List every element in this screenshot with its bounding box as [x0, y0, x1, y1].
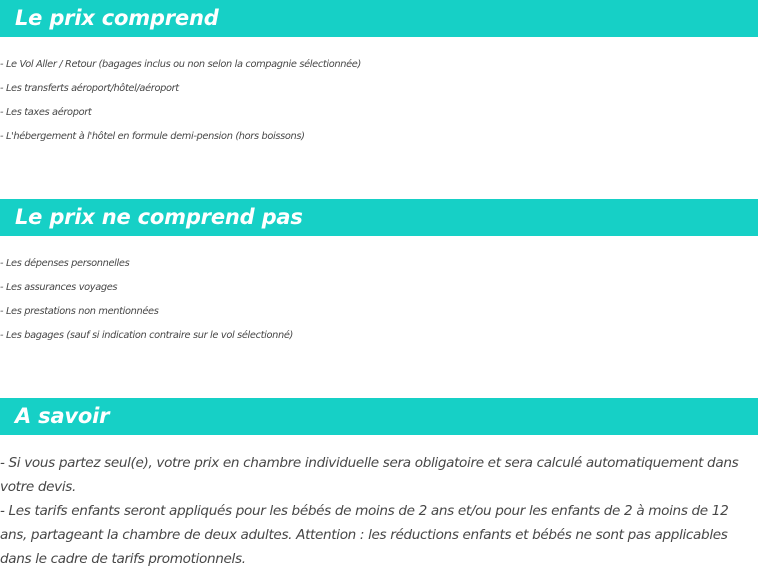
section-title: Le prix comprend [15, 6, 219, 30]
included-list [0, 53, 758, 149]
section-header-price-excludes [0, 199, 758, 236]
list-item: - Les transferts aéroport/hôtel/aéroport [0, 83, 179, 94]
list-item: - Les dépenses personnelles [0, 258, 130, 269]
section-title: A savoir [15, 404, 110, 428]
section-title: Le prix ne comprend pas [15, 205, 303, 229]
list-item: - Le Vol Aller / Retour (bagages inclus ou non selon la compagnie sélectionnée) [0, 59, 361, 70]
section-header-price-includes [0, 0, 758, 37]
section-header-good-to-know [0, 398, 758, 435]
excluded-list [0, 252, 758, 348]
info-paragraph: - Si vous partez seul(e), votre prix en chambre individuelle sera obligatoire et sera calculé automatiquement dans votre devis. [0, 455, 739, 495]
section-good-to-know [0, 398, 758, 571]
info-paragraph: - Les tarifs enfants seront appliqués pour les bébés de moins de 2 ans et/ou pour les enfants de 2 à moins de 12 ans, partageant la chambre de deux adultes. Attention : les réductions enfants et bébés ne sont pas applicables dans le cadre de tarifs promotionnels. [0, 503, 729, 567]
section-price-includes [0, 0, 758, 149]
list-item: - Les prestations non mentionnées [0, 306, 159, 317]
section-price-excludes [0, 199, 758, 348]
list-item: - Les bagages (sauf si indication contraire sur le vol sélectionné) [0, 330, 293, 341]
list-item: - Les taxes aéroport [0, 107, 92, 118]
list-item: - L'hébergement à l'hôtel en formule demi-pension (hors boissons) [0, 131, 305, 142]
good-to-know-body [0, 451, 758, 571]
list-item: - Les assurances voyages [0, 282, 118, 293]
